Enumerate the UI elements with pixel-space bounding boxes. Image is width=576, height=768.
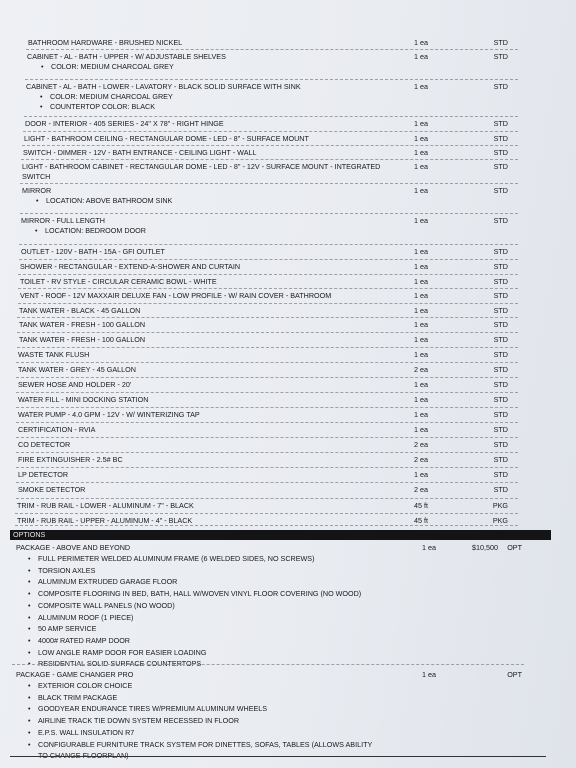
item-description: WATER PUMP - 4.0 GPM - 12V - W/ WINTERIZING TAP	[18, 410, 200, 419]
item-description: CABINET - AL - BATH - LOWER - LAVATORY - BLACK SOLID SURFACE WITH SINK	[26, 82, 301, 91]
package-feature: • RESIDENTIAL SOLID SURFACE COUNTERTOPS	[28, 659, 201, 669]
item-detail: • COLOR: MEDIUM CHARCOAL GREY	[40, 92, 173, 102]
item-description: TANK WATER - GREY - 45 GALLON	[18, 365, 136, 374]
row-divider	[16, 377, 518, 378]
row-divider	[20, 183, 518, 184]
row-divider	[15, 525, 518, 526]
row-divider	[20, 213, 518, 214]
item-description: CABINET - AL - BATH - UPPER - W/ ADJUSTABLE SHELVES	[27, 52, 226, 61]
item-code: STD	[493, 291, 508, 300]
item-quantity: 1 ea	[414, 162, 428, 171]
item-quantity: 1 ea	[414, 470, 428, 479]
package-feature: • EXTERIOR COLOR CHOICE	[28, 681, 132, 691]
item-code: STD	[493, 335, 508, 344]
item-code: STD	[493, 320, 508, 329]
item-quantity: 1 ea	[414, 247, 428, 256]
row-divider	[22, 145, 518, 146]
item-quantity: 45 ft	[414, 501, 428, 510]
item-description: TRIM - RUB RAIL - LOWER - ALUMINUM - 7" - BLACK	[17, 501, 194, 510]
row-divider	[16, 467, 518, 468]
item-quantity: 1 ea	[414, 350, 428, 359]
item-code: STD	[493, 119, 508, 128]
item-code: STD	[493, 380, 508, 389]
row-divider	[18, 274, 518, 275]
row-divider	[26, 49, 518, 50]
item-description: WASTE TANK FLUSH	[18, 350, 90, 359]
item-code: STD	[493, 134, 508, 143]
row-divider	[16, 498, 518, 499]
item-description: TANK WATER - FRESH - 100 GALLON	[19, 320, 146, 329]
item-code: STD	[493, 277, 508, 286]
package-feature: • LOW ANGLE RAMP DOOR FOR EASIER LOADING	[28, 648, 206, 658]
item-description: LIGHT - BATHROOM CABINET - RECTANGULAR DOME - LED - 8" - 12V - SURFACE MOUNT - INTEGRATED	[22, 162, 381, 171]
item-quantity: 1 ea	[414, 119, 428, 128]
package-feature: • TORSION AXLES	[28, 566, 95, 576]
package-feature: • E.P.S. WALL INSULATION R7	[28, 728, 134, 738]
item-description: TANK WATER - FRESH - 100 GALLON	[19, 335, 146, 344]
item-quantity: 1 ea	[414, 291, 428, 300]
row-divider	[19, 244, 518, 245]
item-quantity: 1 ea	[414, 52, 428, 61]
item-code: STD	[493, 82, 508, 91]
item-code: STD	[493, 425, 508, 434]
options-section-header: OPTIONS	[10, 530, 551, 540]
item-code: STD	[493, 186, 508, 195]
row-divider	[16, 437, 518, 438]
item-quantity: 1 ea	[414, 216, 428, 225]
package-description: PACKAGE - ABOVE AND BEYOND	[16, 543, 131, 552]
page-bottom-rule	[10, 756, 546, 757]
item-code: STD	[493, 365, 508, 374]
item-quantity: 2 ea	[414, 455, 428, 464]
row-divider	[16, 482, 518, 483]
package-divider	[12, 664, 524, 665]
item-description: BATHROOM HARDWARE - BRUSHED NICKEL	[28, 38, 183, 47]
item-quantity: 1 ea	[414, 335, 428, 344]
item-code: STD	[493, 247, 508, 256]
row-divider	[16, 362, 518, 363]
item-description: TRIM - RUB RAIL - UPPER - ALUMINUM - 4" - BLACK	[17, 516, 193, 525]
item-quantity: 1 ea	[414, 38, 428, 47]
item-quantity: 2 ea	[414, 485, 428, 494]
row-divider	[16, 422, 518, 423]
row-divider	[17, 317, 518, 318]
item-code: STD	[493, 350, 508, 359]
package-feature: • 50 AMP SERVICE	[28, 624, 96, 634]
item-detail: • COLOR: MEDIUM CHARCOAL GREY	[41, 62, 174, 72]
item-description: DOOR - INTERIOR - 405 SERIES - 24" X 78" - RIGHT HINGE	[25, 119, 224, 128]
item-quantity: 1 ea	[414, 186, 428, 195]
item-quantity: 1 ea	[414, 380, 428, 389]
item-quantity: 45 ft	[414, 516, 428, 525]
item-quantity: 2 ea	[414, 440, 428, 449]
package-feature: • ALUMINUM ROOF (1 PIECE)	[28, 613, 133, 623]
item-quantity: 1 ea	[414, 320, 428, 329]
package-description: PACKAGE - GAME CHANGER PRO	[16, 670, 134, 679]
package-feature: • BLACK TRIM PACKAGE	[28, 693, 117, 703]
item-code: STD	[493, 216, 508, 225]
item-description-continued: SWITCH	[22, 172, 51, 181]
item-description: VENT - ROOF - 12V MAXXAIR DELUXE FAN - LOW PROFILE - W/ RAIN COVER - BATHROOM	[20, 291, 332, 300]
item-description: LIGHT - BATHROOM CEILING - RECTANGULAR DOME - LED - 8" - SURFACE MOUNT	[24, 134, 309, 143]
row-divider	[21, 159, 518, 160]
row-divider	[18, 303, 518, 304]
item-code: STD	[493, 485, 508, 494]
item-quantity: 2 ea	[414, 365, 428, 374]
package-feature: • GOODYEAR ENDURANCE TIRES W/PREMIUM ALUMINUM WHEELS	[28, 704, 267, 714]
item-description: LP DETECTOR	[18, 470, 69, 479]
item-quantity: 1 ea	[414, 425, 428, 434]
item-description: FIRE EXTINGUISHER - 2.5# BC	[18, 455, 123, 464]
package-code: OPT	[507, 670, 522, 679]
package-feature: • ALUMINUM EXTRUDED GARAGE FLOOR	[28, 577, 177, 587]
item-quantity: 1 ea	[414, 410, 428, 419]
item-detail: • LOCATION: BEDROOM DOOR	[35, 226, 146, 236]
item-quantity: 1 ea	[414, 395, 428, 404]
package-feature: • COMPOSITE FLOORING IN BED, BATH, HALL W/WOVEN VINYL FLOOR COVERING (NO WOOD)	[28, 589, 361, 599]
row-divider	[16, 392, 518, 393]
row-divider	[19, 259, 518, 260]
item-code: STD	[493, 440, 508, 449]
item-code: STD	[493, 455, 508, 464]
item-description: MIRROR	[22, 186, 52, 195]
package-price: $10,500	[472, 543, 498, 552]
item-quantity: 1 ea	[414, 134, 428, 143]
item-quantity: 1 ea	[414, 306, 428, 315]
package-quantity: 1 ea	[422, 670, 436, 679]
item-description: OUTLET - 120V - BATH - 15A - GFI OUTLET	[21, 247, 165, 256]
row-divider	[25, 79, 518, 80]
item-code: PKG	[492, 516, 508, 525]
item-code: STD	[493, 410, 508, 419]
row-divider	[17, 347, 518, 348]
item-code: STD	[493, 148, 508, 157]
row-divider	[23, 131, 518, 132]
item-description: MIRROR - FULL LENGTH	[21, 216, 105, 225]
item-description: CERTIFICATION - RVIA	[18, 425, 96, 434]
row-divider	[18, 288, 518, 289]
item-description: SMOKE DETECTOR	[18, 485, 86, 494]
row-divider	[16, 407, 518, 408]
package-feature: • AIRLINE TRACK TIE DOWN SYSTEM RECESSED IN FLOOR	[28, 716, 239, 726]
package-feature: • 4000# RATED RAMP DOOR	[28, 636, 130, 646]
item-description: TOILET - RV STYLE - CIRCULAR CERAMIC BOWL - WHITE	[20, 277, 217, 286]
item-code: STD	[493, 262, 508, 271]
item-code: STD	[493, 38, 508, 47]
item-quantity: 1 ea	[414, 277, 428, 286]
row-divider	[24, 116, 518, 117]
package-feature-continued: TO CHANGE FLOORPLAN)	[38, 751, 129, 761]
item-code: STD	[493, 162, 508, 171]
row-divider	[16, 452, 518, 453]
item-description: WATER FILL - MINI DOCKING STATION	[18, 395, 149, 404]
item-code: STD	[493, 470, 508, 479]
package-feature: • COMPOSITE WALL PANELS (NO WOOD)	[28, 601, 175, 611]
package-code: OPT	[507, 543, 522, 552]
item-code: STD	[493, 395, 508, 404]
item-quantity: 1 ea	[414, 262, 428, 271]
item-code: PKG	[492, 501, 508, 510]
item-detail: • LOCATION: ABOVE BATHROOM SINK	[36, 196, 172, 206]
item-description: SEWER HOSE AND HOLDER - 20'	[18, 380, 132, 389]
item-description: SHOWER - RECTANGULAR - EXTEND-A-SHOWER AND CURTAIN	[20, 262, 241, 271]
item-quantity: 1 ea	[414, 148, 428, 157]
item-quantity: 1 ea	[414, 82, 428, 91]
item-description: CO DETECTOR	[18, 440, 71, 449]
row-divider	[17, 332, 518, 333]
package-feature: • FULL PERIMETER WELDED ALUMINUM FRAME (6 WELDED SIDES, NO SCREWS)	[28, 554, 315, 564]
item-description: TANK WATER - BLACK - 45 GALLON	[19, 306, 141, 315]
package-feature: • CONFIGURABLE FURNITURE TRACK SYSTEM FOR DINETTES, SOFAS, TABLES (ALLOWS ABILITY	[28, 740, 372, 750]
row-divider	[15, 513, 518, 514]
item-detail: • COUNTERTOP COLOR: BLACK	[40, 102, 155, 112]
package-quantity: 1 ea	[422, 543, 436, 552]
item-description: SWITCH - DIMMER - 12V - BATH ENTRANCE - CEILING LIGHT - WALL	[23, 148, 257, 157]
item-code: STD	[493, 52, 508, 61]
item-code: STD	[493, 306, 508, 315]
